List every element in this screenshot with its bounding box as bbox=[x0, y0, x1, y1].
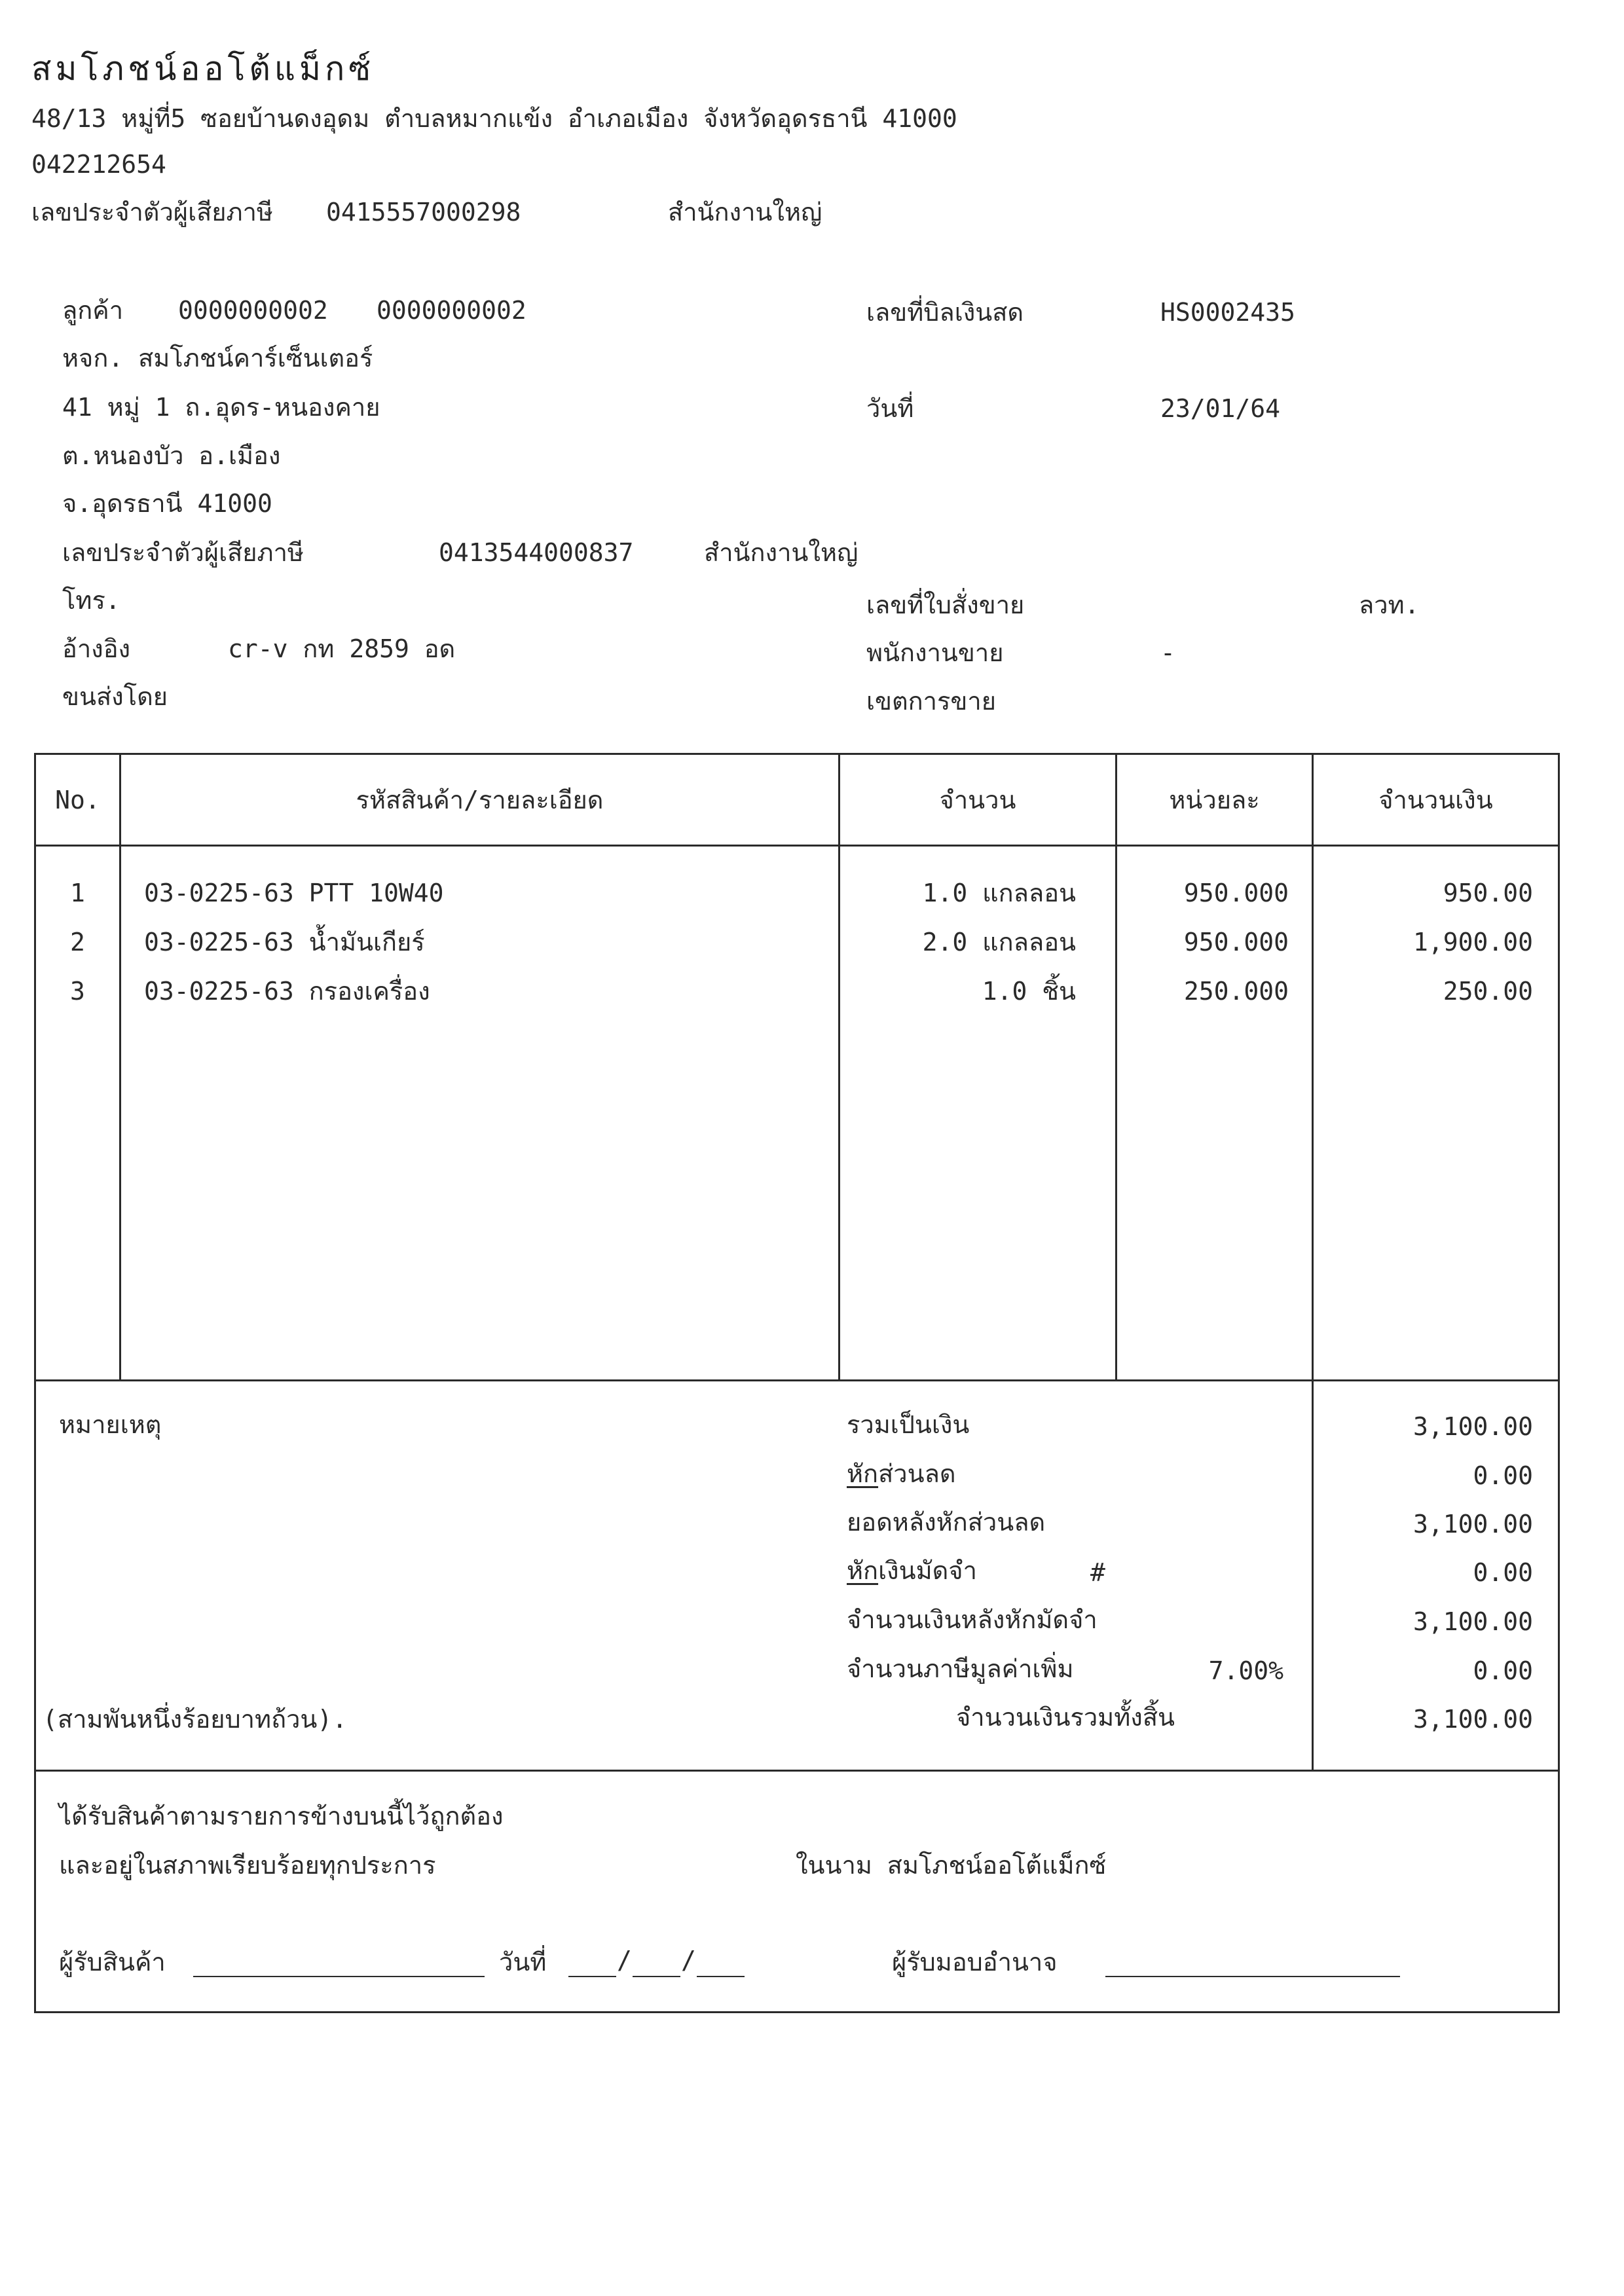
customer-label: ลูกค้า bbox=[62, 296, 124, 325]
sales-order-value: ลวท. bbox=[1359, 591, 1420, 619]
col-header-no: No. bbox=[55, 786, 100, 814]
receiver-signature-line bbox=[193, 1976, 485, 1977]
row-quantity: 1.0 ชิ้น bbox=[982, 977, 1076, 1006]
deposit-label bbox=[847, 1558, 977, 1583]
discount-prefix: หัก bbox=[847, 1459, 879, 1488]
row-quantity: 2.0 แกลลอน bbox=[922, 928, 1076, 957]
grand-total-value: 3,100.00 bbox=[1412, 1705, 1533, 1734]
row-no: 3 bbox=[70, 977, 85, 1006]
col-header-unit-price: หน่วยละ bbox=[1169, 786, 1260, 814]
company-phone: 042212654 bbox=[31, 150, 166, 179]
after-discount-label: ยอดหลังหักส่วนลด bbox=[847, 1508, 1046, 1537]
vat-label: จำนวนภาษีมูลค่าเพิ่ม bbox=[847, 1654, 1074, 1683]
deposit-value: 0.00 bbox=[1473, 1558, 1533, 1587]
discount-value: 0.00 bbox=[1473, 1461, 1533, 1490]
receive-date-label: วันที่ bbox=[499, 1948, 547, 1977]
sales-area-label: เขตการขาย bbox=[866, 687, 996, 716]
on-behalf-text: ในนาม สมโภชน์ออโต้แม็กซ์ bbox=[796, 1851, 1107, 1880]
receiver-label: ผู้รับสินค้า bbox=[59, 1948, 166, 1977]
row-description: 03-0225-63 กรองเครื่อง bbox=[144, 977, 430, 1006]
row-no: 1 bbox=[70, 879, 85, 907]
deposit-prefix: หัก bbox=[847, 1556, 879, 1585]
subtotal-label: รวมเป็นเงิน bbox=[847, 1410, 970, 1439]
received-statement-line-2: และอยู่ในสภาพเรียบร้อยทุกประการ bbox=[59, 1851, 436, 1880]
bill-number: HS0002435 bbox=[1160, 298, 1295, 327]
discount-label-rest: ส่วนลด bbox=[878, 1459, 956, 1488]
vat-rate: 7.00% bbox=[1208, 1656, 1283, 1685]
customer-ship-label: ขนส่งโดย bbox=[62, 682, 168, 711]
customer-ref-label: อ้างอิง bbox=[62, 634, 131, 663]
grand-total-label: จำนวนเงินรวมทั้งสิ้น bbox=[956, 1703, 1175, 1732]
customer-tax-id: 0413544000837 bbox=[439, 538, 634, 567]
received-statement-line-1: ได้รับสินค้าตามรายการข้างบนนี้ไว้ถูกต้อง bbox=[59, 1802, 504, 1831]
salesperson-label: พนักงานขาย bbox=[866, 638, 1004, 667]
customer-address-line-3: จ.อุดรธานี 41000 bbox=[62, 489, 272, 518]
subtotal-value: 3,100.00 bbox=[1412, 1412, 1533, 1441]
row-description: 03-0225-63 PTT 10W40 bbox=[144, 879, 444, 907]
customer-code-2: 0000000002 bbox=[377, 296, 526, 325]
customer-ref-value: cr-v กท 2859 อด bbox=[228, 634, 456, 663]
row-unit-price: 250.000 bbox=[1183, 977, 1289, 1006]
row-amount: 250.00 bbox=[1443, 977, 1533, 1006]
after-discount-value: 3,100.00 bbox=[1412, 1510, 1533, 1539]
company-tax-label: เลขประจำตัวผู้เสียภาษี bbox=[31, 198, 273, 227]
salesperson-value: - bbox=[1160, 638, 1175, 667]
row-unit-price: 950.000 bbox=[1183, 879, 1289, 907]
row-quantity: 1.0 แกลลอน bbox=[922, 879, 1076, 907]
bill-date-label: วันที่ bbox=[866, 394, 914, 423]
customer-code-1: 0000000002 bbox=[178, 296, 328, 325]
authorized-signature-line bbox=[1105, 1976, 1400, 1977]
customer-address-line-1: 41 หมู่ 1 ถ.อุดร-หนองคาย bbox=[62, 393, 380, 422]
row-no: 2 bbox=[70, 928, 85, 957]
deposit-mark: # bbox=[1090, 1558, 1105, 1587]
row-amount: 950.00 bbox=[1443, 879, 1533, 907]
authorized-label: ผู้รับมอบอำนาจ bbox=[892, 1948, 1058, 1977]
row-unit-price: 950.000 bbox=[1183, 928, 1289, 957]
company-name: สมโภชน์ออโต้แม็กซ์ bbox=[31, 50, 375, 88]
company-address: 48/13 หมู่ที่5 ซอยบ้านดงอุดม ตำบลหมากแข้ง อำเภอเมือง จังหวัดอุดรธานี 41000 bbox=[31, 104, 957, 133]
vat-value: 0.00 bbox=[1473, 1656, 1533, 1685]
col-header-description: รหัสสินค้า/รายละเอียด bbox=[356, 786, 604, 814]
after-deposit-label: จำนวนเงินหลังหักมัดจำ bbox=[847, 1605, 1098, 1634]
company-tax-id: 0415557000298 bbox=[326, 198, 521, 227]
customer-name: หจก. สมโภชน์คาร์เซ็นเตอร์ bbox=[62, 344, 373, 373]
customer-phone-label: โทร. bbox=[62, 586, 120, 615]
customer-address-line-2: ต.หนองบัว อ.เมือง bbox=[62, 441, 281, 470]
customer-branch: สำนักงานใหญ่ bbox=[704, 538, 858, 567]
discount-label bbox=[847, 1461, 956, 1486]
bill-number-label: เลขที่บิลเงินสด bbox=[866, 298, 1024, 327]
amount-in-words: (สามพันหนึ่งร้อยบาทถ้วน). bbox=[43, 1705, 348, 1734]
col-header-amount: จำนวนเงิน bbox=[1378, 786, 1493, 814]
customer-tax-label: เลขประจำตัวผู้เสียภาษี bbox=[62, 538, 304, 567]
bill-date: 23/01/64 bbox=[1160, 394, 1281, 423]
col-header-quantity: จำนวน bbox=[939, 786, 1016, 814]
after-deposit-value: 3,100.00 bbox=[1412, 1607, 1533, 1636]
row-amount: 1,900.00 bbox=[1412, 928, 1533, 957]
deposit-label-rest: เงินมัดจำ bbox=[878, 1556, 977, 1585]
row-description: 03-0225-63 น้ำมันเกียร์ bbox=[144, 928, 425, 957]
sales-order-label: เลขที่ใบสั่งขาย bbox=[866, 591, 1025, 619]
remark-label: หมายเหตุ bbox=[59, 1410, 162, 1439]
company-branch: สำนักงานใหญ่ bbox=[668, 198, 822, 227]
